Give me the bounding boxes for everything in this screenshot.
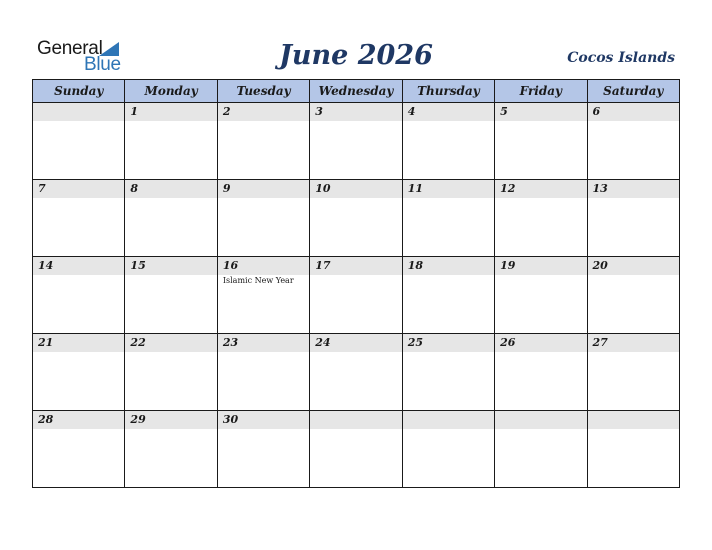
- day-cell: [587, 103, 679, 180]
- day-cell: [402, 334, 494, 411]
- day-number: [33, 103, 124, 106]
- day-number-bar: [403, 257, 494, 275]
- weekday-header: Friday: [495, 80, 587, 103]
- day-number-bar: [310, 180, 401, 198]
- day-cell: [217, 103, 309, 180]
- calendar-region: Cocos Islands: [567, 50, 675, 66]
- day-number-bar: [218, 257, 309, 275]
- day-number: 29: [130, 413, 146, 426]
- week-row: [33, 103, 680, 180]
- day-number-bar: [403, 334, 494, 352]
- day-number-bar: [495, 257, 586, 275]
- day-number-bar: [588, 103, 679, 121]
- day-number: 25: [407, 336, 423, 349]
- day-cell: [310, 411, 402, 488]
- day-cell: [125, 334, 217, 411]
- day-cell: [402, 180, 494, 257]
- day-number-bar: [125, 411, 216, 429]
- calendar-grid: [32, 79, 680, 488]
- day-number: 14: [38, 259, 54, 272]
- day-cell: [33, 180, 125, 257]
- day-number-bar: [125, 257, 216, 275]
- day-number: 8: [130, 182, 139, 195]
- day-number-bar: [495, 334, 586, 352]
- day-number: 5: [500, 105, 508, 118]
- week-row: [33, 257, 680, 334]
- day-cell: [495, 334, 587, 411]
- day-number-bar: [33, 103, 124, 121]
- day-number: 13: [592, 182, 608, 195]
- day-number-bar: [403, 411, 494, 429]
- day-cell: [495, 103, 587, 180]
- weekday-header: Thursday: [402, 80, 494, 103]
- day-number: [588, 411, 679, 414]
- day-number: 27: [592, 336, 608, 349]
- day-number-bar: [33, 180, 124, 198]
- day-cell: [217, 180, 309, 257]
- day-number-bar: [588, 257, 679, 275]
- day-cell: [310, 103, 402, 180]
- weekday-header: Sunday: [33, 80, 125, 103]
- day-number: 19: [500, 259, 516, 272]
- day-number-bar: [310, 334, 401, 352]
- day-cell: [310, 180, 402, 257]
- day-number: 20: [592, 259, 608, 272]
- day-number: 3: [315, 105, 323, 118]
- day-cell: [402, 103, 494, 180]
- weekday-header-row: [33, 80, 680, 103]
- day-cell: [217, 411, 309, 488]
- day-number-bar: [588, 180, 679, 198]
- weekday-header: Wednesday: [310, 80, 402, 103]
- day-number: 9: [222, 182, 231, 195]
- calendar-title: June 2026: [279, 40, 433, 71]
- day-cell: [310, 334, 402, 411]
- day-number-bar: [403, 103, 494, 121]
- day-cell: [402, 257, 494, 334]
- day-number: 10: [315, 182, 331, 195]
- day-cell: [587, 180, 679, 257]
- day-number-bar: [125, 334, 216, 352]
- day-cell: [587, 411, 679, 488]
- day-cell: [125, 180, 217, 257]
- day-number-bar: [33, 411, 124, 429]
- day-cell: [125, 411, 217, 488]
- day-number: 7: [38, 182, 46, 195]
- day-number: 6: [592, 105, 601, 118]
- day-number-bar: [588, 334, 679, 352]
- day-number-bar: [495, 180, 586, 198]
- holiday-label: Islamic New Year: [222, 276, 294, 285]
- week-row: [33, 180, 680, 257]
- week-row: [33, 334, 680, 411]
- day-number: 11: [407, 182, 423, 195]
- day-number-bar: [495, 411, 586, 429]
- day-number-bar: [310, 257, 401, 275]
- day-number-bar: [310, 103, 401, 121]
- day-number-bar: [218, 103, 309, 121]
- day-number-bar: [125, 180, 216, 198]
- day-number: [310, 411, 401, 414]
- day-number: 17: [315, 259, 331, 272]
- weekday-header: Saturday: [587, 80, 679, 103]
- day-number: 23: [222, 336, 239, 349]
- day-number: 16: [222, 259, 239, 272]
- logo-text-blue: Blue: [84, 54, 121, 75]
- day-cell: [402, 411, 494, 488]
- day-number-bar: [218, 411, 309, 429]
- day-number: 22: [130, 336, 146, 349]
- day-cell: [217, 257, 309, 334]
- day-cell: [587, 257, 679, 334]
- day-cell: [33, 103, 125, 180]
- day-cell: [33, 257, 125, 334]
- day-number-bar: [310, 411, 401, 429]
- day-number-bar: [218, 334, 309, 352]
- day-number-bar: [33, 334, 124, 352]
- day-cell: [125, 257, 217, 334]
- day-number: 15: [130, 259, 146, 272]
- day-number-bar: [125, 103, 216, 121]
- day-cell: [587, 334, 679, 411]
- day-number: [403, 411, 494, 414]
- day-number: 4: [407, 105, 416, 118]
- day-number: 30: [222, 413, 239, 426]
- day-cell: [310, 257, 402, 334]
- day-number: 24: [315, 336, 331, 349]
- logo-text-general: General: [37, 38, 103, 59]
- weekday-header: Monday: [125, 80, 217, 103]
- day-number: 18: [407, 259, 423, 272]
- calendar-body: [33, 103, 680, 488]
- week-row: [33, 411, 680, 488]
- day-number-bar: [33, 257, 124, 275]
- day-number: [495, 411, 586, 414]
- day-number: 12: [500, 182, 516, 195]
- day-cell: [495, 257, 587, 334]
- day-number: 28: [38, 413, 54, 426]
- day-cell: [217, 334, 309, 411]
- day-cell: [495, 180, 587, 257]
- day-number-bar: [588, 411, 679, 429]
- day-cell: [33, 334, 125, 411]
- day-number-bar: [495, 103, 586, 121]
- day-number: 21: [38, 336, 54, 349]
- day-cell: [33, 411, 125, 488]
- day-number: 26: [500, 336, 516, 349]
- day-number: 2: [222, 105, 231, 118]
- day-cell: [495, 411, 587, 488]
- day-number-bar: [218, 180, 309, 198]
- day-number: 1: [130, 105, 139, 118]
- weekday-header: Tuesday: [217, 80, 309, 103]
- day-cell: [125, 103, 217, 180]
- day-number-bar: [403, 180, 494, 198]
